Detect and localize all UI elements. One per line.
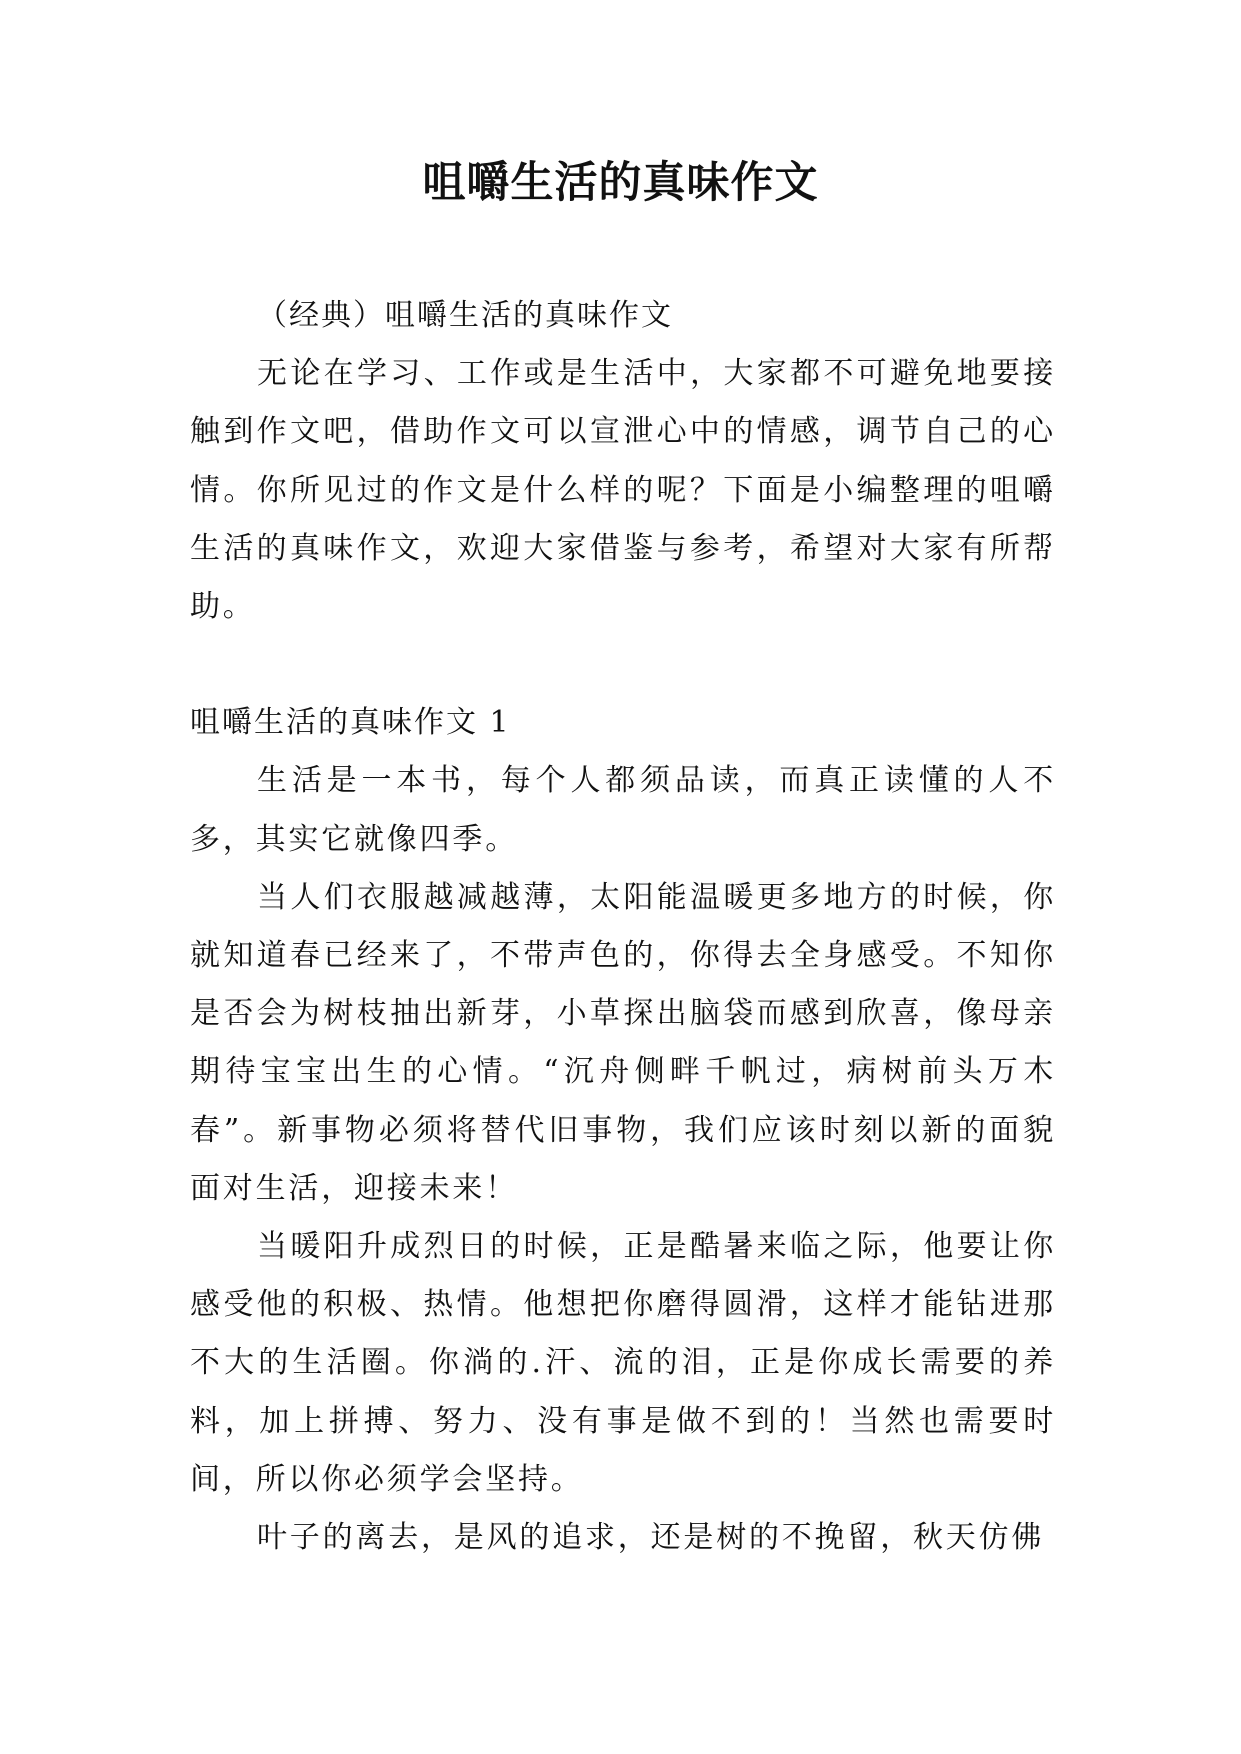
document-title: 咀嚼生活的真味作文	[422, 158, 819, 208]
document-body	[190, 287, 1056, 1567]
body-paragraph-3: 当暖阳升成烈日的时候，正是酷暑来临之际，他要让你感受他的积极、热情。他想把你磨得圆滑，这样才能钻进那不大的生活圈。你淌的.汗、流的泪，正是你成长需要的养料，加上拼搏、努力、没有事是做不到的！当然也需要时间，所以你必须学会坚持。	[190, 1229, 1056, 1497]
paragraph-spacer	[190, 636, 1056, 694]
document-subtitle: （经典）咀嚼生活的真味作文	[257, 298, 673, 333]
body-paragraph-4: 叶子的离去，是风的追求，还是树的不挽留，秋天仿佛	[257, 1520, 1045, 1556]
section-heading: 咀嚼生活的真味作文 1	[190, 705, 511, 741]
body-paragraph-1: 生活是一本书，每个人都须品读，而真正读懂的人不多，其实它就像四季。	[190, 763, 1056, 857]
body-paragraph-2: 当人们衣服越减越薄，太阳能温暖更多地方的时候，你就知道春已经来了，不带声色的，你得去全身感受。不知你是否会为树枝抽出新芽，小草探出脑袋而感到欣喜，像母亲期待宝宝出生的心情。“沉舟侧畔千帆过，病树前头万木春”。新事物必须将替代旧事物，我们应该时刻以新的面貌面对生活，迎接未来！	[190, 879, 1056, 1206]
intro-paragraph: 无论在学习、工作或是生活中，大家都不可避免地要接触到作文吧，借助作文可以宣泄心中的情感，调节自己的心情。你所见过的作文是什么样的呢？下面是小编整理的咀嚼生活的真味作文，欢迎大家借鉴与参考，希望对大家有所帮助。	[190, 356, 1056, 625]
